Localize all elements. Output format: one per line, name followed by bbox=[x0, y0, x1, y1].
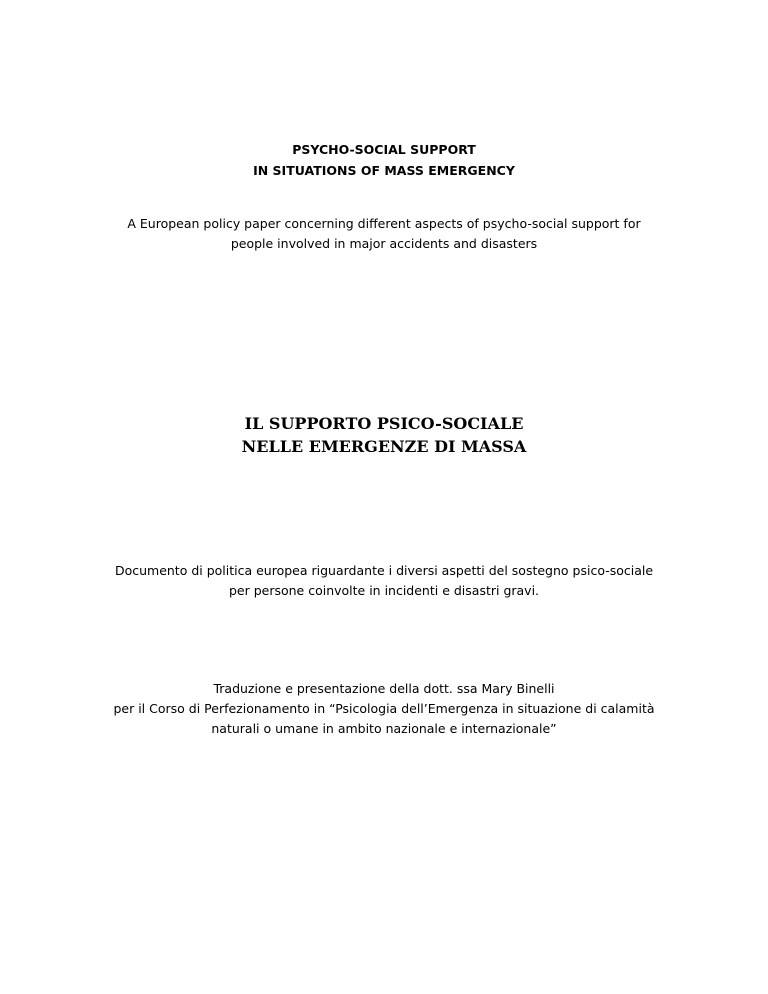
credit-line-1: Traduzione e presentazione della dott. ssa Mary Binelli bbox=[213, 681, 555, 696]
english-subtitle-line-1: A European policy paper concerning different aspects of psycho-social support for bbox=[127, 216, 641, 231]
italian-title bbox=[60, 412, 708, 458]
english-title bbox=[60, 139, 708, 181]
english-title-line-1: PSYCHO-SOCIAL SUPPORT bbox=[292, 142, 476, 157]
italian-subtitle bbox=[60, 561, 708, 601]
english-title-line-2: IN SITUATIONS OF MASS EMERGENCY bbox=[253, 163, 515, 178]
english-subtitle-line-2: people involved in major accidents and disasters bbox=[230, 236, 538, 251]
italian-subtitle-line-2: per persone coinvolte in incidenti e disastri gravi. bbox=[228, 583, 540, 598]
italian-title-line-2: NELLE EMERGENZE DI MASSA bbox=[241, 437, 527, 456]
english-subtitle bbox=[60, 214, 708, 254]
credit-line-2: per il Corso di Perfezionamento in “Psicologia dell’Emergenza in situazione di calamità bbox=[113, 701, 655, 716]
credit-line-3: naturali o umane in ambito nazionale e internazionale” bbox=[211, 721, 557, 736]
italian-title-line-1: IL SUPPORTO PSICO-SOCIALE bbox=[244, 414, 524, 433]
italian-subtitle-line-1: Documento di politica europea riguardante i diversi aspetti del sostegno psico-sociale bbox=[114, 563, 654, 578]
translation-credit bbox=[40, 679, 728, 739]
